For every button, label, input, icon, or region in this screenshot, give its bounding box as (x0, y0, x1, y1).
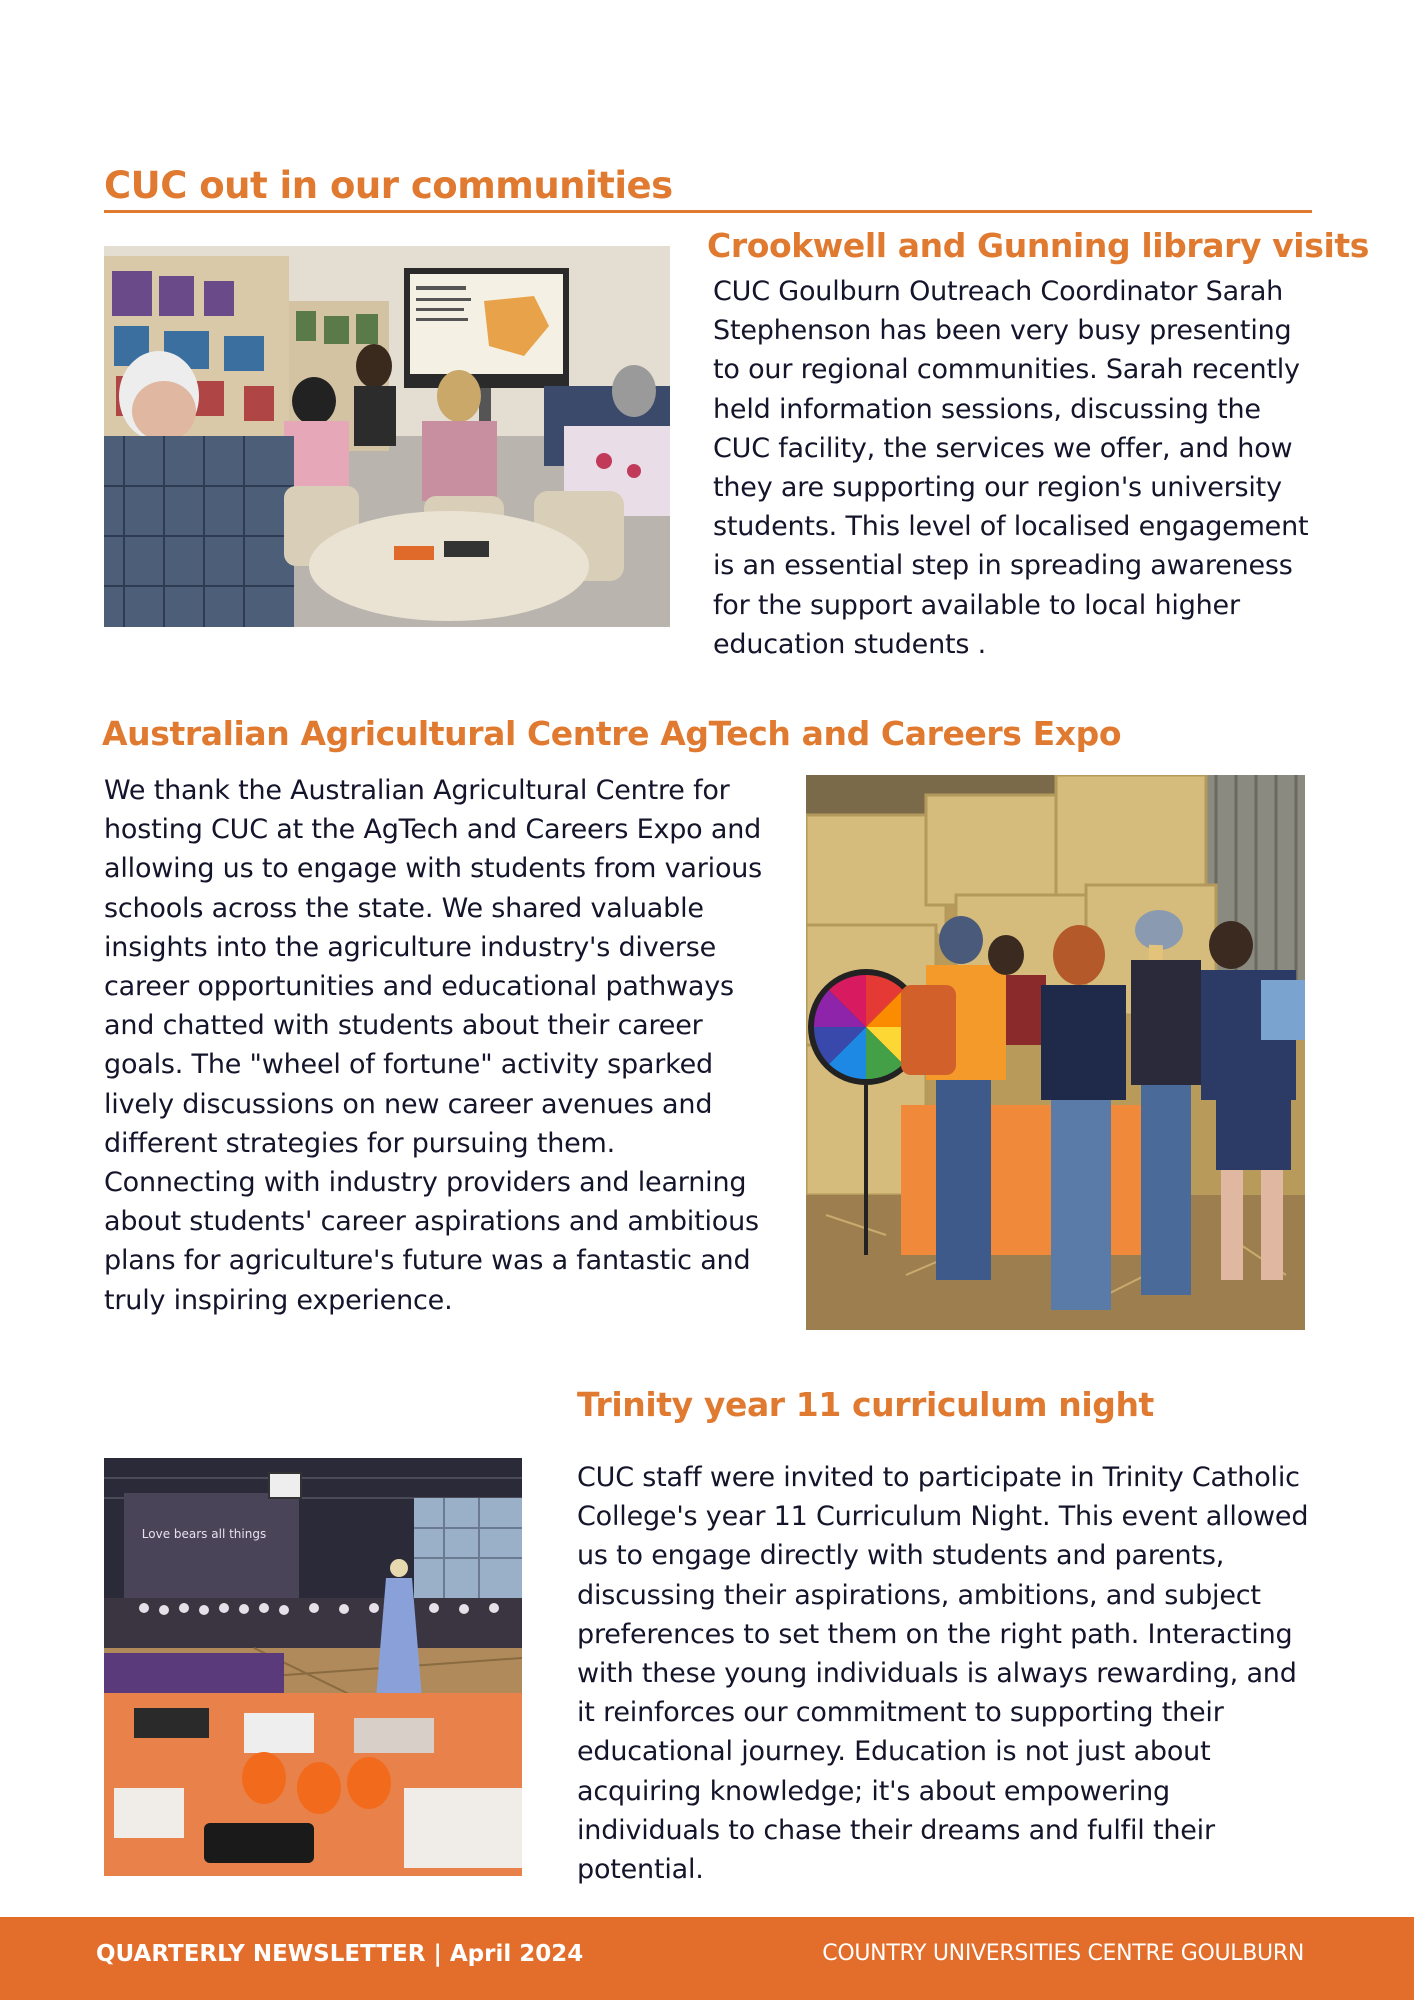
article-title-agtech: Australian Agricultural Centre AgTech and Careers Expo (102, 714, 1122, 753)
footer-organisation: COUNTRY UNIVERSITIES CENTRE GOULBURN (822, 1941, 1304, 1966)
article-title-trinity: Trinity year 11 curriculum night (577, 1385, 1154, 1424)
section-title: CUC out in our communities (104, 164, 673, 207)
footer-newsletter: QUARTERLY NEWSLETTER (96, 1941, 426, 1967)
article-body-trinity: CUC staff were invited to participate in Trinity Catholic College's year 11 Curriculum Night. This event allowed us to engage directly with students and parents, discussing their aspirations, ambitions, and subject preferences to set them on the right path. Interacting with these young individuals is always rewarding, and it reinforces our commitment to supporting their educational journey. Education is not just about acquiring knowledge; it's about empowering individuals to chase their dreams and fulfil their potential. (577, 1462, 1309, 1886)
article-title-library: Crookwell and Gunning library visits (707, 226, 1369, 265)
section-divider (104, 210, 1312, 213)
footer-separator: | (433, 1941, 442, 1967)
trinity-night-photo (104, 1458, 522, 1876)
article-body-library: CUC Goulburn Outreach Coordinator Sarah Stephenson has been very busy presenting to our regional communities. Sarah recently held information sessions, discussing the CUC facility, the services we offer, and how they are supporting our region's university students. This level of localised engagement is an essential step in spreading awareness for the support available to local higher education students . (713, 276, 1309, 660)
slide-text: Love bears all things (141, 1527, 267, 1541)
footer-date: April 2024 (449, 1941, 584, 1967)
agtech-expo-photo (806, 775, 1305, 1330)
footer-newsletter-label (96, 1941, 583, 1967)
library-visit-photo (104, 246, 670, 627)
article-body-agtech: We thank the Australian Agricultural Centre for hosting CUC at the AgTech and Careers Expo and allowing us to engage with students from various schools across the state. We shared valuable insights into the agriculture industry's diverse career opportunities and educational pathways and chatted with students about their career goals. The "wheel of fortune" activity sparked lively discussions on new career avenues and different strategies for pursuing them. Connecting with industry providers and learning about students' career aspirations and ambitious plans for agriculture's future was a fantastic and truly inspiring experience. (104, 775, 763, 1316)
